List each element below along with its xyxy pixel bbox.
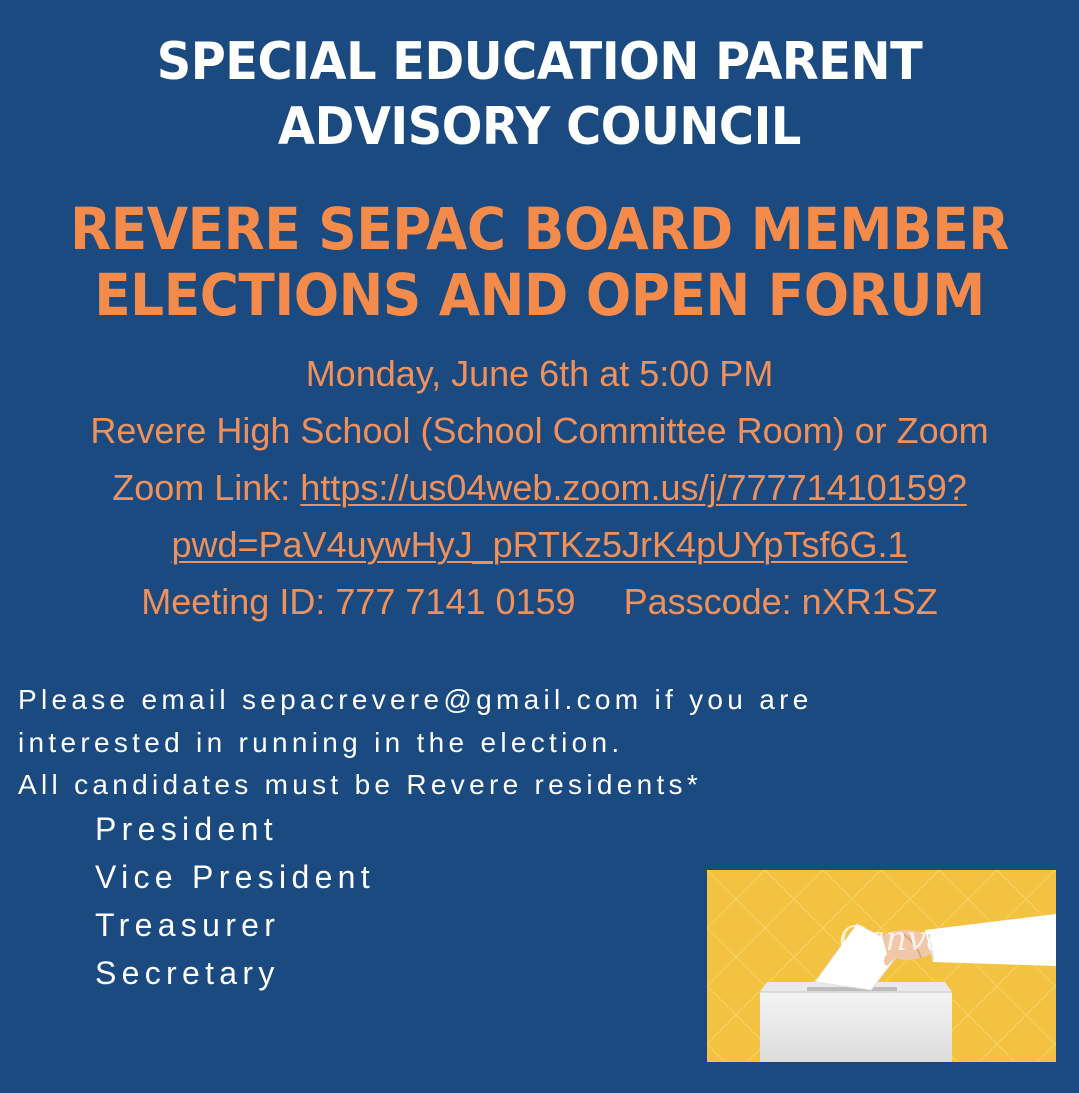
email-instruction-line-1: Please email sepacrevere@gmail.com if you are [18,684,813,715]
zoom-link-url-part-1[interactable]: https://us04web.zoom.us/j/77771410159? [300,467,967,508]
event-date-time: Monday, June 6th at 5:00 PM [305,353,774,394]
zoom-link-row [0,467,1079,509]
meeting-id: Meeting ID: 777 7141 0159 [141,581,576,622]
canva-watermark: Canva [839,919,947,959]
zoom-link-row-2 [0,524,1079,566]
meeting-credentials [0,581,1079,623]
position-treasurer: Treasurer [95,907,281,943]
email-instruction-line-2: interested in running in the election. [18,727,624,758]
position-president: President [95,811,278,847]
meeting-passcode: Passcode: nXR1SZ [623,581,938,622]
ballot-box-icon [760,982,952,1062]
zoom-link-url-part-2[interactable]: pwd=PaV4uywHyJ_pRTKz5JrK4pUYpTsf6G.1 [171,524,908,565]
council-title-line-2: ADVISORY COUNCIL [278,97,801,157]
ballot-box-image [707,870,1056,1062]
position-vice-president: Vice President [95,859,375,895]
event-location: Revere High School (School Committee Room) or Zoom [90,410,989,451]
residency-requirement: All candidates must be Revere residents* [18,769,703,800]
position-secretary: Secretary [95,955,280,991]
council-title-line-1: SPECIAL EDUCATION PARENT [156,32,923,92]
zoom-link-label: Zoom Link: [112,467,301,508]
event-title-line-2: ELECTIONS AND OPEN FORUM [94,261,985,329]
event-title-line-1: REVERE SEPAC BOARD MEMBER [70,195,1009,263]
